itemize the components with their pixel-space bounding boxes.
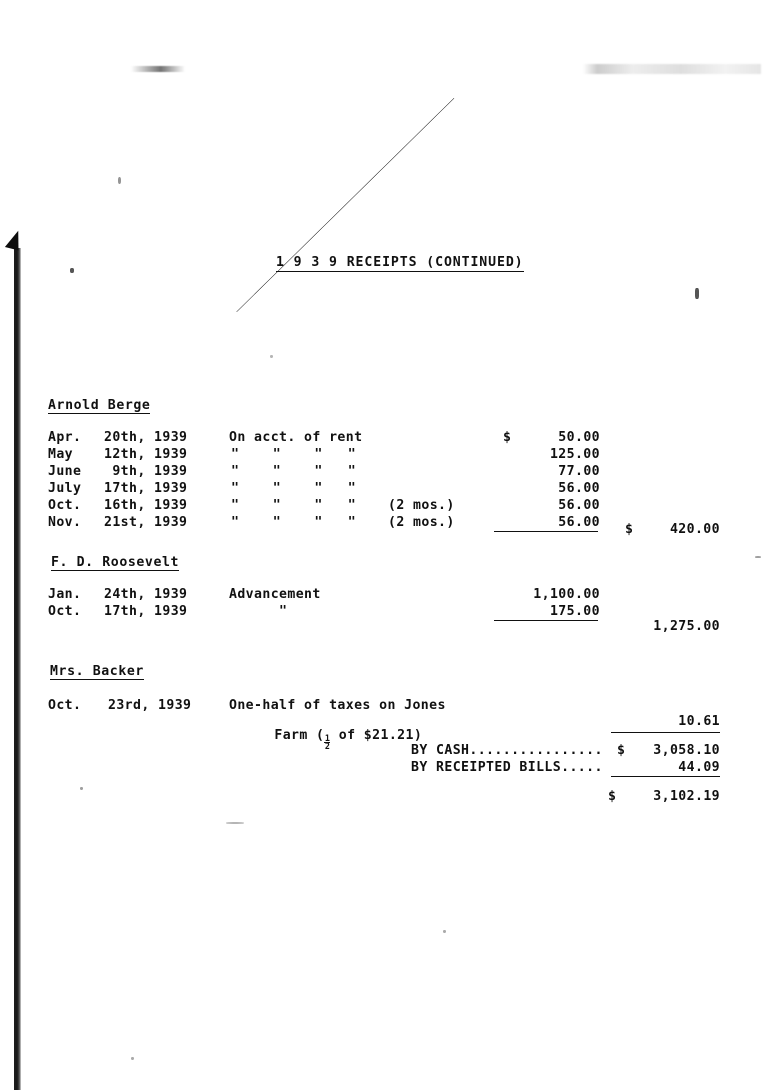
row-amount: 56.00	[558, 515, 600, 530]
subtotal-rule	[494, 620, 598, 621]
continuation-suffix: of $21.21)	[330, 728, 423, 744]
row-description: " " " "	[231, 464, 357, 479]
subtotal-amount: 1,275.00	[653, 619, 720, 634]
subtotal-rule	[611, 732, 720, 733]
row-month: Oct.	[48, 498, 82, 513]
subtotal-currency: $	[625, 522, 634, 537]
row-description: On acct. of rent	[229, 430, 363, 445]
row-month: May	[48, 447, 74, 462]
section-heading-mrs-backer: Mrs. Backer	[50, 664, 144, 679]
page-title: 1 9 3 9 RECEIPTS (CONTINUED)	[276, 256, 524, 272]
row-amount: 77.00	[558, 464, 600, 479]
subtotal-rule	[494, 531, 598, 532]
row-month: July	[48, 481, 82, 496]
row-date: 24th, 1939	[104, 587, 188, 602]
total-cash-amount: 3,058.10	[653, 743, 720, 758]
row-date: 17th, 1939	[104, 481, 188, 496]
smudge-top-right-artifact	[583, 64, 761, 74]
speck-artifact	[80, 787, 83, 790]
row-currency: $	[503, 430, 512, 445]
row-description: One-half of taxes on Jones	[229, 698, 446, 713]
speck-artifact	[755, 556, 761, 558]
row-date: 9th, 1939	[104, 464, 188, 479]
row-note: (2 mos.)	[388, 498, 455, 513]
speck-artifact	[70, 268, 74, 273]
row-amount: 50.00	[558, 430, 600, 445]
subtotal-amount: 10.61	[678, 714, 720, 729]
row-description: " " " "	[231, 481, 357, 496]
row-description: " " " "	[231, 515, 357, 530]
row-date: 21st, 1939	[104, 515, 188, 530]
grand-total-currency: $	[608, 789, 617, 804]
speck-artifact	[695, 288, 699, 299]
section-heading-arnold-berge: Arnold Berge	[48, 398, 151, 413]
speck-artifact	[226, 822, 244, 824]
scan-edge-bar-cap-artifact	[5, 229, 23, 251]
row-date: 16th, 1939	[104, 498, 188, 513]
row-description: Advancement	[229, 587, 321, 602]
row-month: June	[48, 464, 82, 479]
row-description-continuation	[241, 716, 422, 764]
row-description: " " " "	[231, 498, 357, 513]
row-amount: 125.00	[549, 447, 600, 462]
row-amount: 56.00	[558, 498, 600, 513]
row-amount: 1,100.00	[533, 587, 600, 602]
row-date: 17th, 1939	[104, 604, 188, 619]
total-cash-label: BY CASH................	[411, 743, 603, 758]
row-date: 12th, 1939	[104, 447, 188, 462]
total-bills-label: BY RECEIPTED BILLS.....	[411, 760, 603, 775]
speck-artifact	[118, 177, 121, 184]
total-bills-amount: 44.09	[678, 760, 720, 775]
speck-artifact	[443, 930, 446, 933]
row-amount: 175.00	[549, 604, 600, 619]
grand-total-rule	[611, 776, 720, 777]
grand-total-amount: 3,102.19	[653, 789, 720, 804]
continuation-prefix: Farm (	[274, 728, 325, 744]
fraction-denominator: 2	[324, 741, 330, 752]
page-fold-line-artifact	[18, 98, 455, 312]
fraction-numerator: 1	[324, 733, 330, 744]
row-month: Apr.	[48, 430, 82, 445]
row-month: Oct.	[48, 698, 82, 713]
scan-edge-bar-artifact	[14, 248, 21, 1090]
row-amount: 56.00	[558, 481, 600, 496]
subtotal-amount: 420.00	[669, 522, 720, 537]
row-date: 20th, 1939	[104, 430, 188, 445]
row-description: " " " "	[231, 447, 357, 462]
section-heading-fd-roosevelt: F. D. Roosevelt	[51, 555, 180, 570]
row-note: (2 mos.)	[388, 515, 455, 530]
row-month: Jan.	[48, 587, 82, 602]
speck-artifact	[270, 355, 273, 358]
row-month: Oct.	[48, 604, 82, 619]
smudge-top-center-artifact	[131, 66, 185, 72]
speck-artifact	[131, 1057, 134, 1060]
total-cash-currency: $	[617, 743, 626, 758]
row-description: "	[229, 604, 288, 619]
row-month: Nov.	[48, 515, 82, 530]
row-date: 23rd, 1939	[108, 698, 192, 713]
